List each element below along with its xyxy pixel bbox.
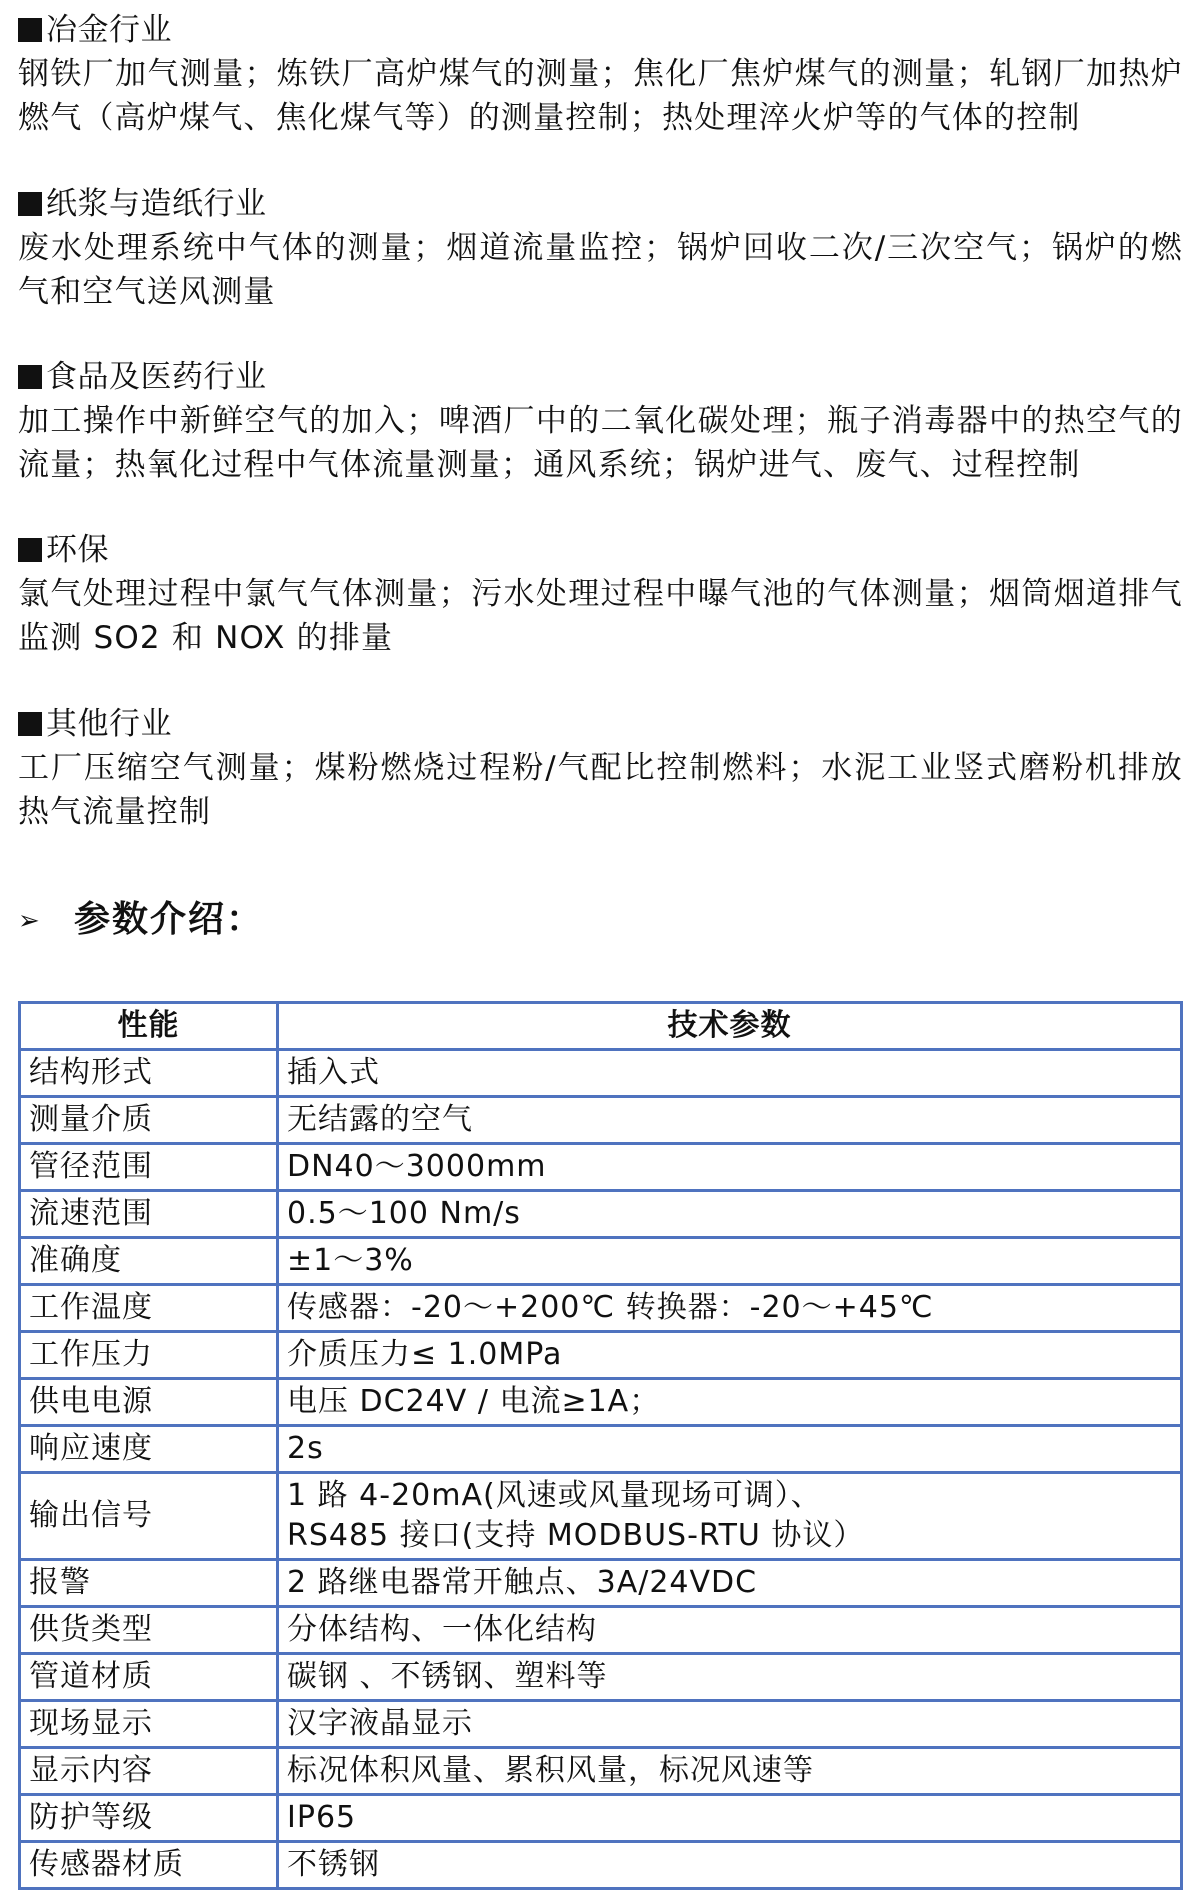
section-body: 氯气处理过程中氯气气体测量；污水处理过程中曝气池的气体测量；烟筒烟道排气监测 SO2 和 NOX 的排量 — [18, 576, 1183, 656]
section-body: 工厂压缩空气测量；煤粉燃烧过程粉/气配比控制燃料；水泥工业竖式磨粉机排放热气流量控制 — [18, 750, 1183, 830]
table-row — [20, 1473, 1182, 1560]
row-value-line: 不锈钢 — [287, 1847, 380, 1882]
row-value-line: ±1～3% — [287, 1243, 414, 1278]
row-value — [278, 1748, 1182, 1795]
row-value — [278, 1285, 1182, 1332]
table-row — [20, 1050, 1182, 1097]
arrow-bullet-icon: ➢ — [18, 906, 42, 936]
table-row — [20, 1795, 1182, 1842]
section-title-text: 环保 — [46, 532, 109, 568]
row-value-line: 电压 DC24V / 电流≥1A； — [287, 1384, 661, 1419]
row-label: 工作压力 — [20, 1332, 278, 1379]
row-label: 防护等级 — [20, 1795, 278, 1842]
row-label: 工作温度 — [20, 1285, 278, 1332]
row-label: 传感器材质 — [20, 1842, 278, 1889]
table-row — [20, 1842, 1182, 1889]
row-value-line: 2s — [287, 1431, 324, 1466]
section-body: 废水处理系统中气体的测量；烟道流量监控；锅炉回收二次/三次空气；锅炉的燃气和空气送风测量 — [18, 230, 1183, 310]
header-spec: 技术参数 — [278, 1003, 1182, 1050]
section-other — [18, 702, 1183, 834]
row-value-line: 汉字液晶显示 — [287, 1706, 473, 1741]
parameters-heading-text: 参数介绍： — [74, 899, 265, 940]
section-body: 加工操作中新鲜空气的加入；啤酒厂中的二氧化碳处理；瓶子消毒器中的热空气的流量；热氧化过程中气体流量测量；通风系统；锅炉进气、废气、过程控制 — [18, 403, 1183, 483]
row-value-line: 0.5～100 Nm/s — [287, 1196, 521, 1231]
row-value-line: 无结露的空气 — [287, 1102, 473, 1137]
spec-table-body — [20, 1050, 1182, 1889]
section-title — [18, 702, 1183, 746]
spec-table — [18, 1001, 1183, 1890]
row-value-line: 2 路继电器常开触点、3A/24VDC — [287, 1565, 758, 1600]
table-row — [20, 1748, 1182, 1795]
row-label: 管道材质 — [20, 1654, 278, 1701]
table-row — [20, 1191, 1182, 1238]
row-value — [278, 1426, 1182, 1473]
row-value — [278, 1473, 1182, 1560]
table-row — [20, 1144, 1182, 1191]
section-metallurgy — [18, 8, 1183, 140]
row-value — [278, 1560, 1182, 1607]
table-row — [20, 1332, 1182, 1379]
row-value — [278, 1050, 1182, 1097]
square-bullet-icon — [18, 712, 42, 736]
row-value-line: 传感器：-20～+200℃ 转换器：-20～+45℃ — [287, 1290, 934, 1325]
row-value — [278, 1842, 1182, 1889]
table-row — [20, 1560, 1182, 1607]
row-label: 输出信号 — [20, 1473, 278, 1560]
row-value-line: 碳钢 、不锈钢、塑料等 — [287, 1659, 608, 1694]
row-value-line: 介质压力≤ 1.0MPa — [287, 1337, 563, 1372]
row-value — [278, 1701, 1182, 1748]
table-row — [20, 1097, 1182, 1144]
table-row — [20, 1607, 1182, 1654]
row-value — [278, 1191, 1182, 1238]
row-value-line: 标况体积风量、累积风量，标况风速等 — [287, 1753, 814, 1788]
square-bullet-icon — [18, 538, 42, 562]
section-title — [18, 8, 1183, 52]
section-title-text: 冶金行业 — [46, 12, 172, 48]
table-header-row — [20, 1003, 1182, 1050]
row-label: 现场显示 — [20, 1701, 278, 1748]
row-label: 流速范围 — [20, 1191, 278, 1238]
row-value — [278, 1332, 1182, 1379]
section-title — [18, 182, 1183, 226]
row-label: 报警 — [20, 1560, 278, 1607]
row-value — [278, 1795, 1182, 1842]
section-environment — [18, 528, 1183, 660]
row-value-line: 插入式 — [287, 1055, 380, 1090]
row-value — [278, 1144, 1182, 1191]
section-food-pharma — [18, 355, 1183, 487]
row-value-line: RS485 接口(支持 MODBUS-RTU 协议） — [287, 1518, 865, 1553]
square-bullet-icon — [18, 365, 42, 389]
section-title — [18, 528, 1183, 572]
table-row — [20, 1701, 1182, 1748]
row-label: 响应速度 — [20, 1426, 278, 1473]
row-label: 供电电源 — [20, 1379, 278, 1426]
section-body: 钢铁厂加气测量；炼铁厂高炉煤气的测量；焦化厂焦炉煤气的测量；轧钢厂加热炉燃气（高炉煤气、焦化煤气等）的测量控制；热处理淬火炉等的气体的控制 — [18, 56, 1183, 136]
row-label: 测量介质 — [20, 1097, 278, 1144]
square-bullet-icon — [18, 18, 42, 42]
table-row — [20, 1654, 1182, 1701]
row-value — [278, 1097, 1182, 1144]
row-value — [278, 1654, 1182, 1701]
row-value-line: 1 路 4-20mA(风速或风量现场可调）、 — [287, 1478, 822, 1513]
row-label: 结构形式 — [20, 1050, 278, 1097]
section-title-text: 食品及医药行业 — [46, 359, 267, 395]
section-title-text: 其他行业 — [46, 706, 172, 742]
header-property: 性能 — [20, 1003, 278, 1050]
section-paper — [18, 182, 1183, 314]
table-row — [20, 1285, 1182, 1332]
section-title — [18, 355, 1183, 399]
row-label: 供货类型 — [20, 1607, 278, 1654]
table-row — [20, 1238, 1182, 1285]
row-label: 显示内容 — [20, 1748, 278, 1795]
table-row — [20, 1379, 1182, 1426]
row-value-line: DN40～3000mm — [287, 1149, 547, 1184]
row-value-line: IP65 — [287, 1800, 357, 1835]
row-value-line: 分体结构、一体化结构 — [287, 1612, 597, 1647]
row-value — [278, 1607, 1182, 1654]
row-value — [278, 1379, 1182, 1426]
table-row — [20, 1426, 1182, 1473]
parameters-heading — [18, 894, 264, 946]
row-label: 准确度 — [20, 1238, 278, 1285]
section-title-text: 纸浆与造纸行业 — [46, 186, 267, 222]
row-value — [278, 1238, 1182, 1285]
row-label: 管径范围 — [20, 1144, 278, 1191]
square-bullet-icon — [18, 192, 42, 216]
